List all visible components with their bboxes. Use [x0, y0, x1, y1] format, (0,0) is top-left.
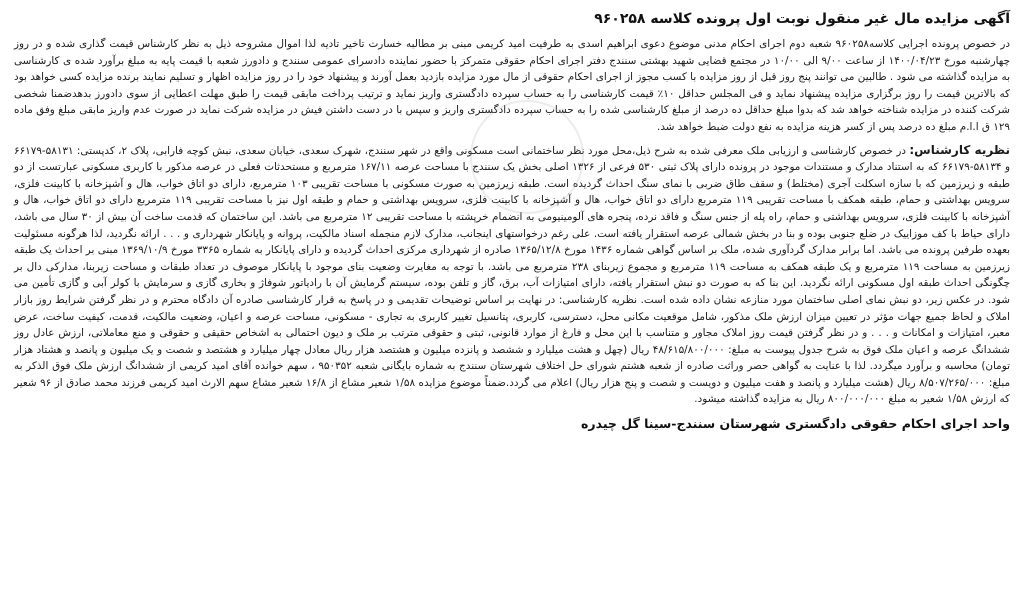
expert-opinion-body: در خصوص کارشناسی و ارزیابی ملک معرفی شده به شرح ذیل،محل مورد نظر ساختمانی است مسکونی واقع در شهر سنندج، شهرک سعدی، خیابان سعدی، نبش کوچه فارابی، پلاک ۲، کدپستی: ۵۸۱۳۱-۶۶۱۷۹ و ۵۸۱۳۴-۶۶۱۷۹ که به استناد مدارک و مستندات موجود در پرونده دارای پلاک ثبتی ۵۳۰ فرعی از ۱۳۲۶ اصلی بخش یک سنندج با مساحت عرصه ۱۶۷/۱۱ مترمربع و مستحدثات فعلی در عرصه مذکور با کاربری مسکونی عبارتست از دو طبقه و زیرزمین که با سازه اسکلت آجری (مختلط) و سقف طاق ضربی با نمای سنگ احداث گردیده است. طبقه زیرزمین به صورت مسکونی با مساحت تقریبی ۱۰۳ مترمربع، دارای دو اتاق خواب، هال و آشپزخانه با کابینت فلزی، سرویس بهداشتی و حمام، طبقه همکف با مساحت تقریبی ۱۱۹ مترمربع دارای دو اتاق خواب، هال و آشپزخانه با کابینت فلزی، سرویس بهداشتی و حمام و طبقه اول نیز با مساحت تقریبی ۱۱۹ مترمربع دارای دو اتاق خواب، هال و آشپزخانه با کابینت فلزی، سرویس بهداشتی و حمام، راه پله از جنس سنگ و فاقد نرده، پنجره های آلومینیومی به انضمام خرپشته با مساحت تقریبی ۱۲ مترمربع می باشد. این ساختمان که قدمت ساخت آن بیش از ۳۰ سال می باشد، دارای حیاط با کف موزاییک در ضلع جنوبی بوده و بنا در بخش شمالی عرصه استقرار یافته است. علی رغم درخواستهای اینجانب، مدارک لازم منجمله اسناد مالکیت، پروانه و پایانکار شهرداری و . . . ارائه نگردید، لذا هرگونه مسئولیت بعهده طرفین پرونده می باشد. اما برابر مدارک گردآوری شده، ملک بر اساس گواهی شماره ۱۴۳۶ مورخ ۱۳۶۵/۱۲/۸ صادره از شهرداری مرکزی احداث گردیده و دارای پایانکار به شماره ۳۳۶۵ مورخ ۱۳۶۹/۱۰/۹ مبنی بر احداث یک طبقه زیرزمین به مساحت ۱۱۹ مترمربع و یک طبقه همکف به مساحت ۱۱۹ مترمربع و مجموع زیربنای ۲۳۸ مترمربع می باشد. با توجه به مغایرت وضعیت بنای موجود با پایانکار موصوف در تعداد طبقات و مساحت زیربنا، مدارکی دال بر چگونگی احداث طبقه اول مسکونی ارائه نگردید. این بنا که به صورت دو نبش استقرار یافته، دارای امتیازات آب، برق، گاز و تلفن بوده، سیستم گرمایش آن با رادیاتور شوفاژ و بخاری گازی و سرمایش با کولر آبی و گازی تأمین می شود. در عکس زیر، دو نبش نمای اصلی ساختمان مورد منازعه نشان داده شده است. نظریه کارشناسی: در نهایت بر اساس توضیحات تقدیمی و در پاسخ به قرار کارشناسی صادره آن دادگاه محترم و در نظر گرفتن شرایط روز بازار املاک و لحاظ جمیع جهات مؤثر در تعیین میزان ارزش ملک مذکور، شامل موقعیت مکانی محل، دسترسی، کاربری، پتانسیل تغییر کاربری به تجاری - مسکونی، مساحت عرصه و اعیان، وضعیت مالکیت، قدمت، کیفیت ساخت، عرض معبر، امتیازات و امکانات و . . . و در نظر گرفتن قیمت روز املاک مجاور و متناسب با این محل و فارغ از موارد قانونی، ثبتی و حقوقی مترتب بر ملک و دیون احتمالی به اشخاص حقیقی و حقوقی و منع معاملاتی، ارزش عادل روز ششدانگ عرصه و اعیان ملک فوق به شرح جدول پیوست به مبلغ: ۴۸/۶۱۵/۸۰۰/۰۰۰ ریال (چهل و هشت میلیارد و ششصد و پانزده میلیون و هشتصد هزار ریال معادل چهار میلیارد و هشتصد و شصت و یک میلیون و پانصد و هشتاد هزار تومان) محاسبه و برآورد میگردد. لذا با عنایت به گواهی حصر وراثت صادره از شعبه هشتم شورای حل اختلاف شهرستان سنندج به شماره بایگانی شعبه ۹۵۰۳۵۲ ، سهم خوانده آقای امید کریمی از ششدانگ ارزش ملک فوق الذکر به مبلغ: ۸/۵۰۷/۲۶۵/۰۰۰ ریال (هشت میلیارد و پانصد و هفت میلیون و دویست و شصت و پنج هزار ریال) اعلام می گردد.ضمناً موضوع مزایده ۱/۵۸ شعیر مشاع از ۱۶/۸ شعیر مشاع سهم الارث امید کریمی فرزند محمد صادق از ۹۶ شعیر که ارزش ۱/۵۸ شعیر به مبلغ ۸۰۰/۰۰۰/۰۰۰ ریال به مزایده گذاشته میشود.	[14, 144, 1011, 406]
issuer-signature: واحد اجرای احکام حقوقی دادگستری شهرستان سنندج-سینا گل چیدره	[581, 416, 1010, 432]
notice-title: آگهی مزایده مال غیر منقول نوبت اول پرونده کلاسه ۹۶۰۲۵۸	[594, 11, 1010, 27]
expert-opinion-paragraph	[14, 142, 1010, 409]
expert-opinion-lead: نظریه کارشناس:	[909, 142, 1010, 157]
notice-intro-paragraph: در خصوص پرونده اجرایی کلاسه۹۶۰۲۵۸ شعبه دوم اجرای احکام مدنی موضوع دعوی ابراهیم اسدی به طرفیت امید کریمی مبنی بر مطالبه خسارت تاخیر تادیه لذا اموال مشروحه ذیل به نظر کارشناس قیمت گذاری شده و در روز چهارشنبه مورخ ۱۴۰۰/۰۴/۲۳ از ساعت ۹/۰۰ الی ۱۰/۰۰ در مجتمع قضایی شهید بهشتی سنندج دفتر اجرای احکام حقوقی متمرکز با حضور نماینده دادسرای عمومی سنندج و دادورز شعبه با قیمت پایه به مبلغ برآورد شده ی کارشناسی به مزایده گذاشته می شود . طالبین می توانند پنج روز قبل از روز مزایده با کسب مجوز از اجرای احکام حقوقی از مال مورد مزایده بازدید بعمل آورند و پیشنهاد خود را در روز مزایده اظهار و تسلیم نمایند برنده مزایده کسی خواهد بود که بالاترین قیمت را روز برگزاری مزایده پیشنهاد نماید و فی المجلس حداقل ۱۰٪ قیمت کارشناسی را به حساب سپرده دادگستری واریز نماید و ترتیب پرداخت مابقی قیمت را طبق مهلت اعطایی از سوی دادورز بدهدضمنا شخصی شرکت کننده در مزایده شناخته خواهد شد که بدوا مبلغ حداقل ده درصد از مبلغ کارشناسی شده را به حساب سپرده دادگستری واریز و سپس با در دست داشتن فیش در مزایده شرکت نماید در صورت عدم واریز مابقی مبلغ وفق ماده ۱۲۹ ق ا.ا.م مبلغ ده درصد پس از کسر هزینه مزایده به نفع دولت ضبط خواهد شد.	[14, 38, 1011, 133]
